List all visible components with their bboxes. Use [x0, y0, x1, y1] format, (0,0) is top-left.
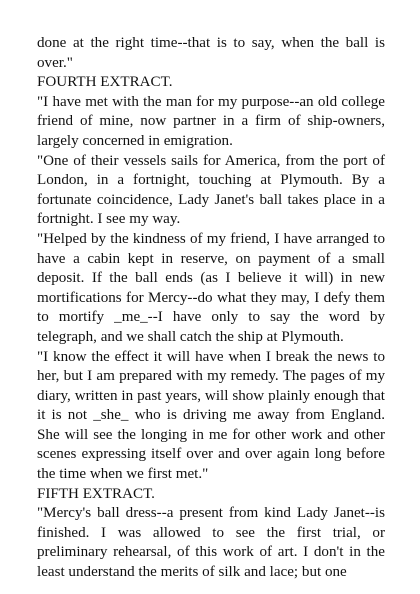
paragraph-continuation: done at the right time--that is to say, when the ball is over." [37, 35, 385, 71]
heading-fifth-extract: FIFTH EXTRACT. [37, 485, 155, 502]
paragraph-met-man: "I have met with the man for my purpose--an old college friend of mine, now partner in a firm of ship-owners, largely concerned in emigration. [37, 93, 385, 149]
paragraph-diary-remedy: "I know the effect it will have when I break the news to her, but I am prepared with my remedy. The pages of my diary, written in past years, will show plainly enough that it is not _she_ who is driving me away from England. She will see the longing in me for other work and other scenes expressing itself over and over again long before the time when we first met." [37, 348, 385, 483]
paragraph-cabin-reserve: "Helped by the kindness of my friend, I have arranged to have a cabin kept in reserve, on payment of a small deposit. If the ball ends (as I believe it will) in new mortifications for Mercy--do what they may, I defy them to mortify _me_--I have only to say the word by telegraph, and we shall catch the ship at Plymouth. [37, 230, 385, 345]
paragraph-vessels-sail: "One of their vessels sails for America, from the port of London, in a fortnight, touching at Plymouth. By a fortunate coincidence, Lady Janet's ball takes place in a fortnight. I see my way. [37, 152, 385, 228]
paragraph-ball-dress: "Mercy's ball dress--a present from kind Lady Janet--is finished. I was allowed to see the first trial, or preliminary rehearsal, of this work of art. I don't in the least understand the merits of silk and lace; but one [37, 505, 385, 581]
page-body [37, 34, 385, 583]
heading-fourth-extract: FOURTH EXTRACT. [37, 74, 173, 91]
